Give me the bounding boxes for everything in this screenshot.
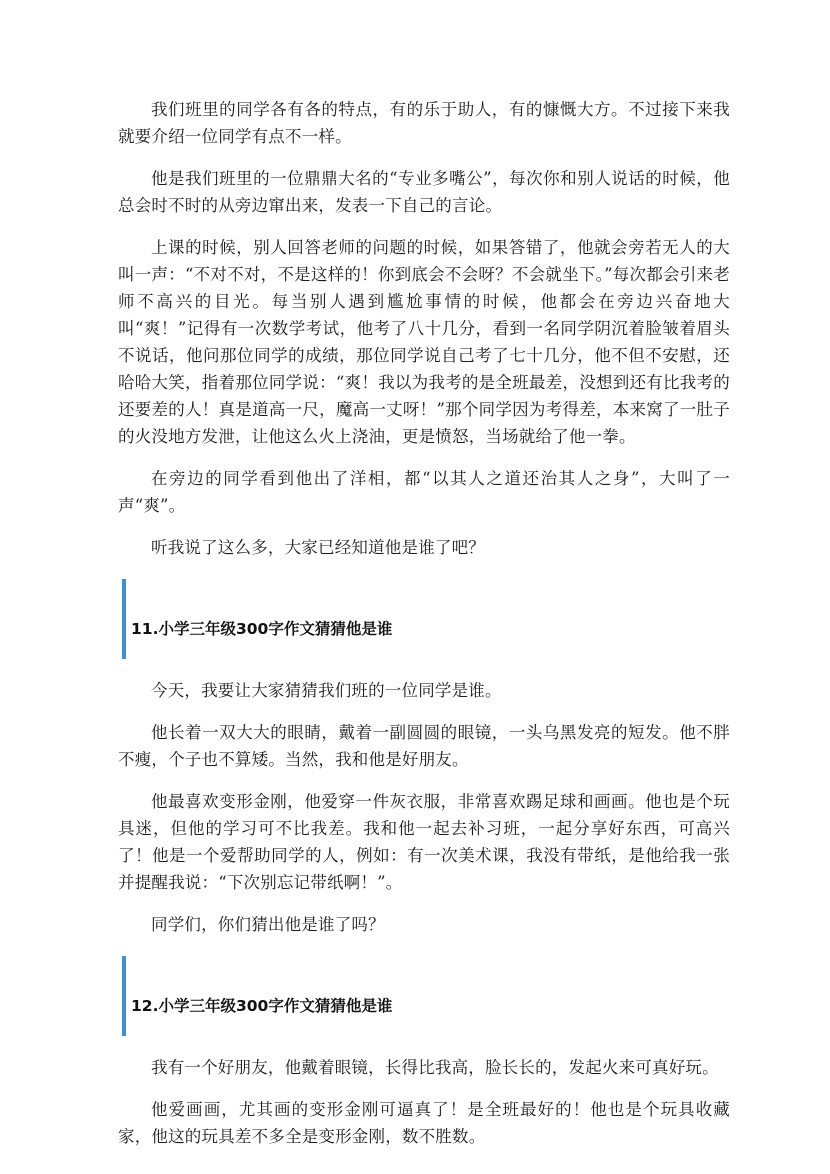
paragraph: 我有一个好朋友，他戴着眼镜，长得比我高，脸长长的，发起火来可真好玩。 bbox=[151, 1058, 719, 1077]
paragraph: 他是我们班里的一位鼎鼎大名的“专业多嘴公”，每次你和别人说话的时候，他总会时不时的从旁边窜出来，发表一下自己的言论。 bbox=[118, 169, 730, 215]
paragraph: 上课的时候，别人回答老师的问题的时候，如果答错了，他就会旁若无人的大叫一声：“不对不对，不是这样的！你到底会不会呀？不会就坐下。”每次都会引来老师不高兴的目光。每当别人遇到尴尬事情的时候，他都会在旁边兴奋地大叫“爽！”记得有一次数学考试，他考了八十几分，看到一名同学阴沉着脸皱着眉头不说话，他问那位同学的成绩，那位同学说自己考了七十几分，他不但不安慰，还哈哈大笑，指着那位同学说：“爽！我以为我考的是全班最差，没想到还有比我考的还要差的人！真是道高一尺，魔高一丈呀！”那个同学因为考得差，本来窝了一肚子的火没地方发泄，让他这么火上浇油，更是愤怒，当场就给了他一拳。 bbox=[118, 238, 730, 446]
paragraph: 他爱画画，尤其画的变形金刚可逼真了！是全班最好的！他也是个玩具收藏家，他这的玩具差不多全是变形金刚，数不胜数。 bbox=[118, 1100, 730, 1146]
document-body bbox=[118, 96, 730, 1165]
paragraph: 他长着一双大大的眼睛，戴着一副圆圆的眼镜，一头乌黑发亮的短发。他不胖不瘦，个子也不算矮。当然，我和他是好朋友。 bbox=[118, 723, 730, 769]
paragraph: 听我说了这么多，大家已经知道他是谁了吧？ bbox=[151, 538, 485, 557]
section-heading-12 bbox=[118, 956, 730, 1036]
paragraph: 在旁边的同学看到他出了洋相，都“以其人之道还治其人之身”，大叫了一声“爽”。 bbox=[118, 469, 730, 515]
paragraph: 我们班里的同学各有各的特点，有的乐于助人，有的慷慨大方。不过接下来我就要介绍一位同学有点不一样。 bbox=[118, 100, 730, 146]
paragraph: 同学们，你们猜出他是谁了吗？ bbox=[151, 915, 385, 934]
section-title: 11.小学三年级300字作文猜猜他是谁 bbox=[131, 620, 393, 638]
paragraph: 今天，我要让大家猜猜我们班的一位同学是谁。 bbox=[151, 681, 502, 700]
heading-accent-bar bbox=[122, 579, 126, 659]
section-title: 12.小学三年级300字作文猜猜他是谁 bbox=[131, 997, 393, 1015]
paragraph: 他最喜欢变形金刚，他爱穿一件灰衣服，非常喜欢踢足球和画画。他也是个玩具迷，但他的学习可不比我差。我和他一起去补习班，一起分享好东西，可高兴了！他是一个爱帮助同学的人，例如：有一次美术课，我没有带纸，是他给我一张并提醒我说：“下次别忘记带纸啊！”。 bbox=[118, 792, 730, 892]
section-heading-11 bbox=[118, 579, 730, 659]
heading-accent-bar bbox=[122, 956, 126, 1036]
